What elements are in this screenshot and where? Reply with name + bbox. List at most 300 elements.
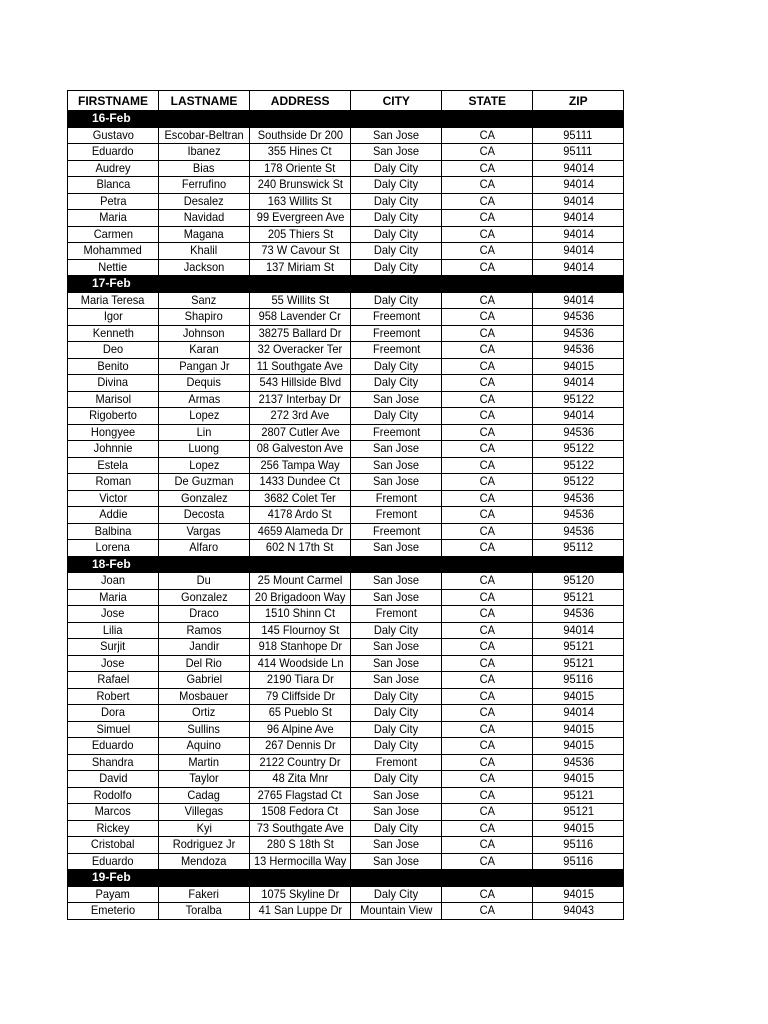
address-text: 4178 Ardo St (268, 507, 333, 522)
firstname-text: Surjit (100, 639, 126, 654)
cell-zip (533, 721, 624, 738)
cell-address (250, 754, 351, 771)
lastname-text: Lin (196, 424, 212, 439)
cell-city (351, 688, 442, 705)
state-text: CA (479, 193, 495, 208)
city-text: San Jose (373, 441, 420, 456)
address-text: 2122 Country Dr (259, 754, 341, 769)
city-text: Daly City (374, 243, 419, 258)
cell-state (442, 507, 533, 524)
cell-city (351, 193, 442, 210)
cell-state (442, 721, 533, 738)
zip-text: 95122 (562, 457, 594, 472)
cell-address (250, 738, 351, 755)
cell-address (250, 705, 351, 722)
table-body (68, 111, 624, 920)
cell-city (351, 342, 442, 359)
cell-address (250, 540, 351, 557)
firstname-text: Igor (103, 309, 123, 324)
lastname-text: Ferrufino (181, 177, 227, 192)
cell-lastname (159, 408, 250, 425)
cell-state (442, 160, 533, 177)
state-text: CA (479, 292, 495, 307)
cell-lastname (159, 787, 250, 804)
state-text: CA (479, 342, 495, 357)
cell-zip (533, 457, 624, 474)
address-text: 602 N 17th St (266, 540, 334, 555)
cell-city (351, 457, 442, 474)
lastname-text: Mosbauer (179, 688, 229, 703)
cell-city (351, 292, 442, 309)
city-text: Daly City (374, 820, 419, 835)
cell-state (442, 622, 533, 639)
cell-city (351, 655, 442, 672)
cell-firstname (68, 507, 159, 524)
cell-lastname (159, 589, 250, 606)
cell-zip (533, 226, 624, 243)
cell-address (250, 886, 351, 903)
table-row (68, 688, 624, 705)
lastname-text: Ramos (186, 622, 222, 637)
firstname-text: Emeterio (90, 903, 136, 918)
cell-zip (533, 210, 624, 227)
firstname-text: Rodolfo (93, 787, 133, 802)
firstname-text: Gustavo (92, 127, 134, 142)
address-text: 96 Alpine Ave (266, 721, 334, 736)
cell-address (250, 358, 351, 375)
cell-address (250, 606, 351, 623)
date-group-row (68, 111, 624, 128)
cell-firstname (68, 193, 159, 210)
cell-firstname (68, 210, 159, 227)
cell-state (442, 226, 533, 243)
cell-address (250, 721, 351, 738)
city-text: Fremont (375, 507, 417, 522)
zip-text: 95121 (562, 639, 594, 654)
cell-address (250, 573, 351, 590)
address-text: 145 Flournoy St (261, 622, 340, 637)
cell-lastname (159, 738, 250, 755)
cell-lastname (159, 688, 250, 705)
cell-address (250, 391, 351, 408)
city-text: Freemont (372, 325, 420, 340)
cell-firstname (68, 738, 159, 755)
cell-firstname (68, 837, 159, 854)
state-text: CA (479, 243, 495, 258)
firstname-text: Dora (101, 705, 125, 720)
cell-state (442, 754, 533, 771)
date-group-label: 19-Feb (68, 870, 159, 887)
table-row (68, 589, 624, 606)
city-text: San Jose (373, 639, 420, 654)
lastname-text: Desalez (184, 193, 224, 208)
firstname-text: Benito (97, 358, 129, 373)
cell-state (442, 771, 533, 788)
state-text: CA (479, 688, 495, 703)
address-text: 4659 Alameda Dr (257, 523, 343, 538)
cell-firstname (68, 606, 159, 623)
cell-firstname (68, 424, 159, 441)
firstname-text: Petra (99, 193, 127, 208)
address-text: 2807 Cutler Ave (260, 424, 340, 439)
address-text: 20 Brigadoon Way (254, 589, 346, 604)
state-text: CA (479, 573, 495, 588)
cell-state (442, 474, 533, 491)
firstname-text: Joan (101, 573, 125, 588)
address-text: 99 Evergreen Ave (256, 210, 344, 225)
cell-address (250, 342, 351, 359)
zip-text: 95121 (562, 655, 594, 670)
firstname-text: Kenneth (92, 325, 134, 340)
city-text: Daly City (374, 705, 419, 720)
cell-state (442, 309, 533, 326)
lastname-text: Lopez (188, 408, 220, 423)
lastname-text: Bias (193, 160, 215, 175)
address-text: 272 3rd Ave (270, 408, 330, 423)
state-text: CA (479, 507, 495, 522)
zip-text: 95122 (562, 474, 594, 489)
city-text: Daly City (374, 771, 419, 786)
city-text: San Jose (373, 804, 420, 819)
cell-zip (533, 540, 624, 557)
city-text: Daly City (374, 210, 419, 225)
cell-firstname (68, 144, 159, 161)
firstname-text: Divina (97, 375, 129, 390)
date-group-label: 18-Feb (68, 556, 159, 573)
zip-text: 95121 (562, 787, 594, 802)
cell-city (351, 721, 442, 738)
state-text: CA (479, 903, 495, 918)
address-text: 48 Zita Mnr (272, 771, 329, 786)
table-row (68, 160, 624, 177)
cell-city (351, 820, 442, 837)
city-text: San Jose (373, 573, 420, 588)
lastname-text: Navidad (183, 210, 225, 225)
cell-firstname (68, 903, 159, 920)
zip-text: 94014 (562, 408, 594, 423)
cell-zip (533, 325, 624, 342)
cell-address (250, 457, 351, 474)
state-text: CA (479, 771, 495, 786)
cell-address (250, 523, 351, 540)
zip-text: 94536 (562, 490, 594, 505)
cell-city (351, 738, 442, 755)
zip-text: 95122 (562, 391, 594, 406)
state-text: CA (479, 375, 495, 390)
city-text: Daly City (374, 193, 419, 208)
address-text: 2190 Tiara Dr (266, 672, 334, 687)
city-text: San Jose (373, 391, 420, 406)
cell-firstname (68, 886, 159, 903)
address-text: 38275 Ballard Dr (258, 325, 342, 340)
cell-address (250, 309, 351, 326)
cell-address (250, 375, 351, 392)
lastname-text: Gonzalez (180, 490, 228, 505)
cell-state (442, 210, 533, 227)
cell-state (442, 342, 533, 359)
city-text: San Jose (373, 144, 420, 159)
state-text: CA (479, 721, 495, 736)
cell-state (442, 589, 533, 606)
address-text: 163 Willits St (268, 193, 333, 208)
address-text: 178 Oriente St (264, 160, 336, 175)
lastname-text: De Guzman (174, 474, 234, 489)
cell-state (442, 127, 533, 144)
cell-lastname (159, 325, 250, 342)
table-row (68, 193, 624, 210)
cell-address (250, 424, 351, 441)
cell-city (351, 589, 442, 606)
table-row (68, 391, 624, 408)
cell-state (442, 606, 533, 623)
cell-zip (533, 622, 624, 639)
address-text: 1433 Dundee Ct (259, 474, 341, 489)
cell-firstname (68, 292, 159, 309)
table-row (68, 754, 624, 771)
city-text: Daly City (374, 622, 419, 637)
cell-address (250, 507, 351, 524)
cell-firstname (68, 127, 159, 144)
cell-city (351, 672, 442, 689)
cell-state (442, 292, 533, 309)
firstname-text: Simuel (96, 721, 130, 736)
zip-text: 95112 (563, 540, 594, 555)
city-text: Daly City (374, 226, 419, 241)
cell-state (442, 540, 533, 557)
state-text: CA (479, 226, 495, 241)
table-row (68, 292, 624, 309)
cell-zip (533, 903, 624, 920)
table-row (68, 325, 624, 342)
cell-address (250, 177, 351, 194)
cell-firstname (68, 672, 159, 689)
cell-state (442, 408, 533, 425)
state-text: CA (479, 606, 495, 621)
city-text: San Jose (373, 474, 420, 489)
cell-firstname (68, 523, 159, 540)
cell-zip (533, 771, 624, 788)
cell-lastname (159, 210, 250, 227)
cell-zip (533, 589, 624, 606)
cell-city (351, 160, 442, 177)
zip-text: 94536 (562, 325, 594, 340)
date-group-fill (159, 276, 624, 293)
cell-zip (533, 259, 624, 276)
city-text: San Jose (373, 127, 420, 142)
lastname-text: Alfaro (189, 540, 219, 555)
cell-city (351, 754, 442, 771)
table-row (68, 804, 624, 821)
cell-lastname (159, 243, 250, 260)
state-text: CA (479, 705, 495, 720)
cell-zip (533, 144, 624, 161)
firstname-text: Rickey (96, 820, 130, 835)
table-row (68, 523, 624, 540)
lastname-text: Shapiro (184, 309, 224, 324)
address-text: 65 Pueblo St (268, 705, 332, 720)
cell-lastname (159, 507, 250, 524)
cell-lastname (159, 754, 250, 771)
cell-firstname (68, 688, 159, 705)
table-row (68, 837, 624, 854)
date-group-label: 16-Feb (68, 111, 159, 128)
cell-lastname (159, 655, 250, 672)
table-row (68, 259, 624, 276)
zip-text: 94536 (562, 507, 594, 522)
address-text: 918 Stanhope Dr (258, 639, 342, 654)
cell-firstname (68, 325, 159, 342)
firstname-text: Lilia (103, 622, 123, 637)
date-group-fill (159, 870, 624, 887)
firstname-text: Nettie (98, 259, 128, 274)
cell-address (250, 688, 351, 705)
lastname-text: Toralba (185, 903, 223, 918)
header-firstname: FIRSTNAME (68, 91, 159, 111)
cell-state (442, 886, 533, 903)
zip-text: 95116 (563, 837, 594, 852)
firstname-text: Marisol (95, 391, 131, 406)
lastname-text: Jandir (188, 639, 220, 654)
city-text: Mountain View (360, 903, 433, 918)
city-text: Daly City (374, 292, 419, 307)
zip-text: 94014 (562, 259, 594, 274)
zip-text: 94043 (562, 903, 594, 918)
cell-state (442, 441, 533, 458)
state-text: CA (479, 441, 495, 456)
zip-text: 94014 (562, 375, 594, 390)
cell-zip (533, 655, 624, 672)
zip-text: 95111 (563, 127, 593, 142)
cell-zip (533, 243, 624, 260)
cell-state (442, 193, 533, 210)
cell-zip (533, 358, 624, 375)
cell-firstname (68, 754, 159, 771)
state-text: CA (479, 853, 495, 868)
state-text: CA (479, 325, 495, 340)
cell-state (442, 424, 533, 441)
cell-address (250, 127, 351, 144)
city-text: Daly City (374, 886, 419, 901)
state-text: CA (479, 820, 495, 835)
cell-city (351, 573, 442, 590)
state-text: CA (479, 754, 495, 769)
cell-firstname (68, 655, 159, 672)
firstname-text: Lorena (95, 540, 131, 555)
state-text: CA (479, 160, 495, 175)
cell-state (442, 738, 533, 755)
state-text: CA (479, 259, 495, 274)
city-text: Fremont (375, 606, 417, 621)
zip-text: 94536 (562, 342, 594, 357)
cell-state (442, 177, 533, 194)
cell-firstname (68, 787, 159, 804)
table-row (68, 144, 624, 161)
cell-city (351, 358, 442, 375)
address-text: 73 Southgate Ave (256, 820, 344, 835)
lastname-text: Pangan Jr (178, 358, 230, 373)
firstname-text: Estela (97, 457, 129, 472)
address-text: 25 Mount Carmel (257, 573, 343, 588)
cell-state (442, 804, 533, 821)
firstname-text: Carmen (93, 226, 133, 241)
city-text: Daly City (374, 738, 419, 753)
cell-address (250, 903, 351, 920)
cell-state (442, 391, 533, 408)
header-zip: ZIP (533, 91, 624, 111)
cell-zip (533, 490, 624, 507)
cell-lastname (159, 259, 250, 276)
cell-firstname (68, 622, 159, 639)
table-row (68, 243, 624, 260)
zip-text: 94536 (562, 754, 594, 769)
firstname-text: Mohammed (83, 243, 143, 258)
cell-zip (533, 606, 624, 623)
city-text: San Jose (373, 655, 420, 670)
lastname-text: Mendoza (181, 853, 227, 868)
city-text: Daly City (374, 358, 419, 373)
cell-city (351, 853, 442, 870)
cell-city (351, 441, 442, 458)
cell-address (250, 622, 351, 639)
address-text: 79 Cliffside Dr (265, 688, 335, 703)
city-text: Daly City (374, 177, 419, 192)
lastname-text: Fakeri (188, 886, 220, 901)
cell-zip (533, 507, 624, 524)
cell-state (442, 672, 533, 689)
city-text: Daly City (374, 160, 419, 175)
zip-text: 95121 (562, 589, 594, 604)
header-city: CITY (351, 91, 442, 111)
table-row (68, 490, 624, 507)
state-text: CA (479, 408, 495, 423)
lastname-text: Gonzalez (180, 589, 228, 604)
cell-address (250, 144, 351, 161)
cell-state (442, 639, 533, 656)
cell-lastname (159, 903, 250, 920)
address-text: 205 Thiers St (267, 226, 333, 241)
zip-text: 94536 (562, 424, 594, 439)
lastname-text: Ibanez (187, 144, 221, 159)
cell-lastname (159, 523, 250, 540)
zip-text: 95111 (563, 144, 593, 159)
cell-address (250, 639, 351, 656)
cell-city (351, 144, 442, 161)
cell-state (442, 903, 533, 920)
lastname-text: Kyi (196, 820, 212, 835)
cell-city (351, 540, 442, 557)
lastname-text: Armas (188, 391, 220, 406)
cell-lastname (159, 540, 250, 557)
cell-zip (533, 391, 624, 408)
cell-lastname (159, 342, 250, 359)
cell-firstname (68, 705, 159, 722)
state-text: CA (479, 309, 495, 324)
header-address: ADDRESS (250, 91, 351, 111)
cell-city (351, 606, 442, 623)
cell-city (351, 309, 442, 326)
address-text: 280 S 18th St (266, 837, 334, 852)
zip-text: 94014 (562, 177, 594, 192)
lastname-text: Ortiz (192, 705, 216, 720)
table-row (68, 457, 624, 474)
table-row (68, 474, 624, 491)
zip-text: 94015 (562, 721, 594, 736)
lastname-text: Karan (189, 342, 219, 357)
cell-zip (533, 738, 624, 755)
cell-firstname (68, 490, 159, 507)
address-text: 256 Tampa Way (260, 457, 340, 472)
cell-city (351, 325, 442, 342)
